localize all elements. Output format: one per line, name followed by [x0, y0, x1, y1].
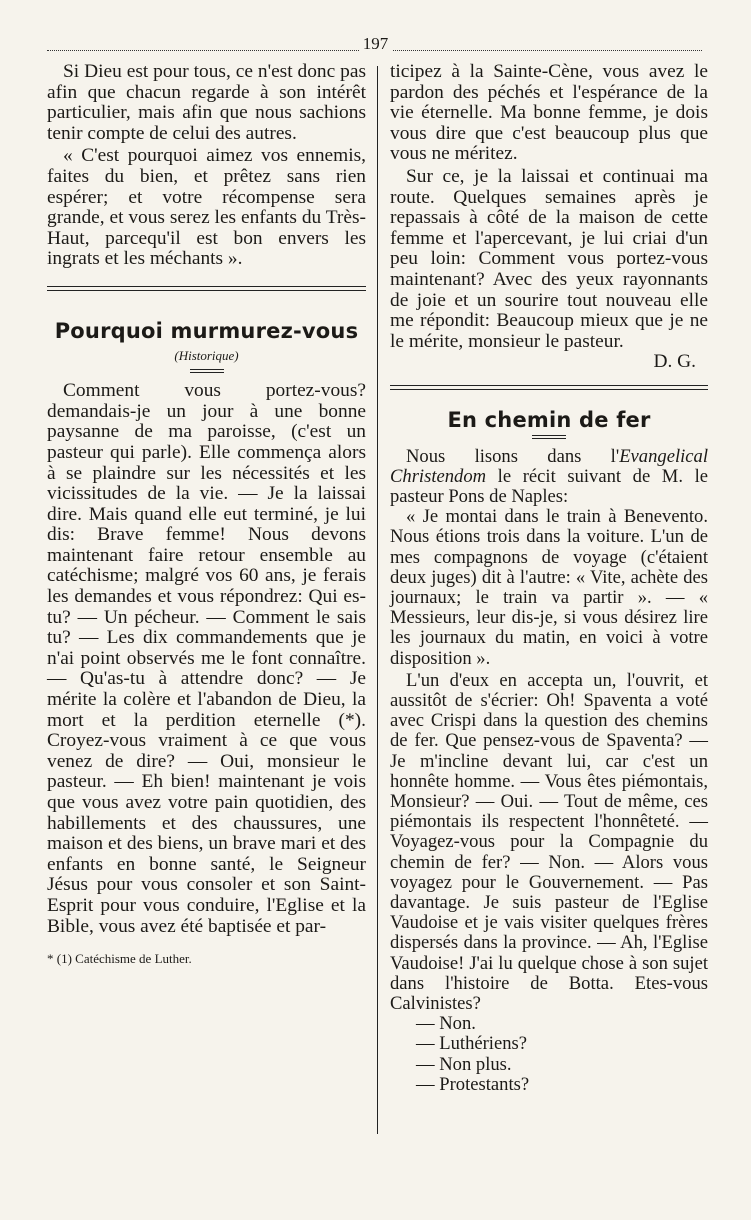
dialog-line: — Non plus.: [416, 1053, 512, 1075]
section-divider: [47, 286, 366, 291]
paragraph: L'un d'eux en accepta un, l'ouvrit, et aussitôt de s'écrier: Oh! Spaventa a voté avec Crispi dans la question des chemins de fer. Que pensez-vous de Spaventa? — Je m'incline devant lui, car c'est un honnête homme. — Vous êtes piémontais, Monsieur? — Oui. — Tout de même, ces piémontais ils respectent l'honnêteté. — Voyagez-vous pour la Compagnie du chemin de fer? — Non. — Alors vous voyagez pour le Gouvernement. — Pas davantage. Je suis pasteur de l'Eglise Vaudoise et je vais visiter quelques frères dispersés dans la province. — Ah, l'Eglise Vaudoise! J'ai lu quelque chose à son sujet dans l'histoire de Botta. Etes-vous Calvinistes?: [390, 669, 708, 1014]
signature: D. G.: [653, 351, 696, 373]
footnote: * (1) Catéchisme de Luther.: [47, 951, 192, 967]
title-ornament-rule: [190, 369, 224, 373]
left-column: [47, 62, 366, 967]
header-rule-left: [47, 50, 361, 51]
paragraph: Sur ce, je la laissai et continuai ma route. Quelques semaines après je repassais à côté de la maison de cette femme et l'apercevant, je lui criai d'un peu loin: Comment vous portez-vous maintenant? Avec des yeux rayonnants de joie et un sourire tout nouveau elle me répondit: Beaucoup mieux que je ne le mérite, monsieur le pasteur.: [390, 165, 708, 352]
paragraph: « C'est pourquoi aimez vos ennemis, faites du bien, et prêtez sans rien espérer; et votre récompense sera grande, et vous serez les enfants du Très-Haut, parcequ'il est bon envers les ingrats et les méchants ».: [47, 145, 366, 270]
article-body: Comment vous portez-vous? demandais-je un jour à une bonne paysanne de ma paroisse, (c'est un pasteur qui parle). Elle commença alors à se plaindre sur les nécessités et les vicissitudes de la vie. — Je la laissai dire. Mais quand elle eut terminé, je lui dis: Brave femme! Nous devons maintenant faire retour ensemble au catéchisme; malgré vos 60 ans, je ferais les demandes et vous répondrez: Qui es-tu? — Un pécheur. — Comment le sais tu? — Les dix commandements que je n'ai point observés me le font connaître. — Qu'as-tu à attendre donc? — Je mérite la colère et l'abandon de Dieu, la mort et la perdition eternelle (*). Croyez-vous vraiment à ce que vous venez de dire? — Oui, monsieur le pasteur. — Eh bien! maintenant je vois que vous avez votre pain quotidien, des habillements et des chaussures, une maison et des biens, un brave mari et des enfants en bonne santé, le Seigneur Jésus pour vous consoler et son Saint-Esprit pour vous conduire, l'Eglise et la Bible, vous avez été baptisée et par-: [47, 380, 366, 937]
paragraph: Si Dieu est pour tous, ce n'est donc pas afin que chacun regarde à son intérêt particulier, mais afin que nous sachions tenir compte de celui des autres.: [47, 61, 366, 144]
intro-paragraph: [390, 447, 708, 508]
page-number: 197: [359, 34, 393, 54]
page-number-header: [0, 34, 751, 54]
dialog-line: — Non.: [416, 1013, 476, 1035]
intro-text: Nous lisons dans l': [406, 445, 620, 467]
dialog-list: [390, 1014, 708, 1095]
header-rule-right: [390, 50, 702, 51]
right-column: [390, 62, 708, 1095]
article-title: Pourquoi murmurez-vous: [54, 318, 359, 343]
title-ornament-rule: [532, 435, 566, 439]
column-divider: [377, 66, 378, 1134]
paragraph: « Je montai dans le train à Benevento. Nous étions trois dans la voiture. L'un de mes compagnons de voyage (c'étaient deux juges) dit à l'autre: « Vite, achète des journaux; le train va partir ». — « Messieurs, leur dis-je, si vous désirez lire les journaux du matin, en voici à votre disposition ».: [390, 506, 708, 669]
intro-text: le récit suivant de M. le pasteur Pons de Naples:: [390, 465, 708, 507]
source-title: Evangelical Christendom: [390, 445, 708, 487]
dialog-line: — Protestants?: [416, 1073, 530, 1095]
section-divider: [390, 385, 708, 390]
signature-line: [390, 352, 708, 373]
article-subtitle: (Historique): [174, 347, 239, 363]
paragraph: ticipez à la Sainte-Cène, vous avez le pardon des péchés et l'espérance de la vie éternelle. Ma bonne femme, je dois vous dire que c'est beaucoup plus que vous ne méritez.: [390, 61, 708, 165]
dialog-line: — Luthériens?: [416, 1033, 528, 1055]
article-title: En chemin de fer: [447, 407, 651, 432]
article-body: [390, 447, 708, 1015]
